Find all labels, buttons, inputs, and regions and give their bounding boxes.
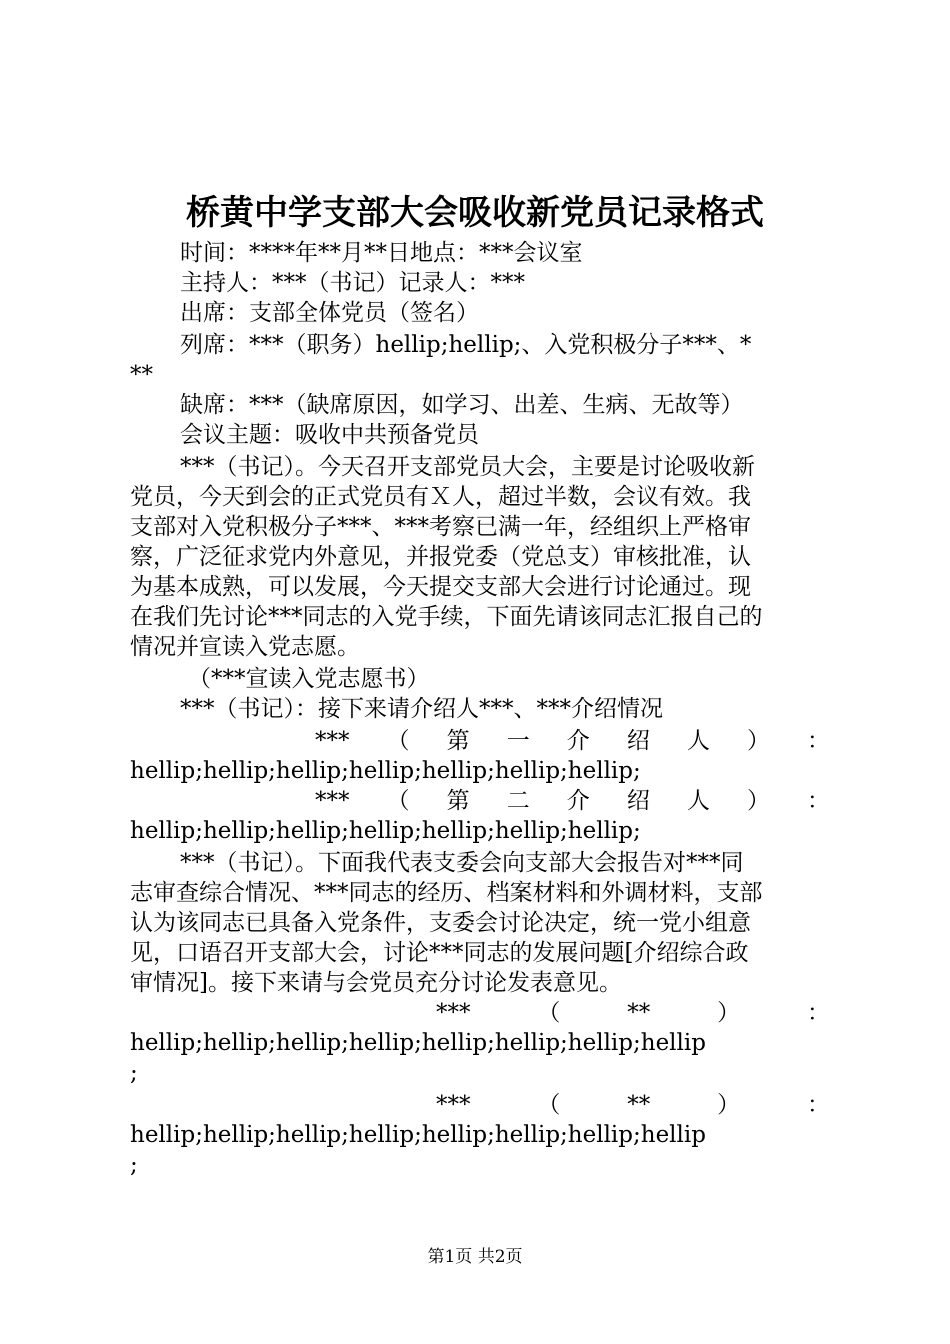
attendance-line: 出席：支部全体党员（签名） — [180, 300, 479, 326]
ellipsis-line-end: ; — [130, 1060, 138, 1086]
ellipsis-line: hellip;hellip;hellip;hellip;hellip;hellip;hellip;hellip — [130, 1030, 706, 1056]
paragraph-line: 支部对入党积极分子***、***考察已满一年，经组织上严格审 — [130, 514, 751, 540]
paragraph-line: 志审查综合情况、***同志的经历、档案材料和外调材料，支部 — [130, 880, 763, 906]
paragraph-line: 为基本成熟，可以发展，今天提交支部大会进行讨论通过。现 — [130, 574, 751, 600]
ellipsis-line: hellip;hellip;hellip;hellip;hellip;hellip;hellip;hellip — [130, 1122, 706, 1148]
intro-token: ） — [746, 728, 770, 754]
intro-token: ： — [807, 728, 830, 754]
intro-token: 人 — [686, 728, 710, 754]
first-introducer-line — [315, 726, 830, 756]
paragraph-line: 认为该同志已具备入党条件，支委会讨论决定，统一党小组意 — [130, 910, 751, 936]
speaker-token: ： — [807, 1000, 830, 1026]
paragraph-line: 情况并宣读入党志愿。 — [130, 634, 360, 660]
speaker-line — [436, 1090, 830, 1120]
speaker-token: ： — [807, 1092, 830, 1118]
paragraph-line: 审情况]。接下来请与会党员充分讨论发表意见。 — [130, 970, 622, 996]
intro-token: *** — [315, 728, 350, 754]
intro-token: 第 — [446, 728, 470, 754]
paragraph-line: 在我们先讨论***同志的入党手续，下面先请该同志汇报自己的 — [130, 604, 763, 630]
topic-line: 会议主题：吸收中共预备党员 — [180, 422, 479, 448]
ellipsis-line: hellip;hellip;hellip;hellip;hellip;hellip;hellip; — [130, 818, 641, 844]
speaker-token: *** — [436, 1000, 471, 1026]
intro-token: （ — [386, 728, 410, 754]
intro-token: 绍 — [626, 728, 650, 754]
intro-token: 绍 — [626, 788, 650, 814]
paragraph-line: ***（书记）。今天召开支部党员大会，主要是讨论吸收新 — [180, 454, 755, 480]
paragraph-line: 察，广泛征求党内外意见，并报党委（党总支）审核批准，认 — [130, 544, 751, 570]
ellipsis-line: hellip;hellip;hellip;hellip;hellip;hellip;hellip; — [130, 758, 641, 784]
speaker-token: ） — [717, 1000, 741, 1026]
speaker-token: ） — [717, 1092, 741, 1118]
intro-token: ： — [807, 788, 830, 814]
secretary-line: ***（书记）：接下来请介绍人***、***介绍情况 — [180, 696, 663, 722]
speaker-token: （ — [537, 1000, 561, 1026]
page-footer: 第1页 共2页 — [427, 1247, 523, 1267]
host-line: 主持人：***（书记）记录人：*** — [180, 270, 525, 296]
intro-token: 第 — [446, 788, 470, 814]
intro-token: 介 — [566, 788, 590, 814]
observers-line: 列席：***（职务）hellip;hellip;、入党积极分子***、* — [180, 332, 752, 358]
reading-line: （***宣读入党志愿书） — [188, 666, 430, 692]
paragraph-line: ***（书记）。下面我代表支委会向支部大会报告对***同 — [180, 850, 744, 876]
speaker-token: *** — [436, 1092, 471, 1118]
speaker-token: ** — [627, 1092, 651, 1118]
speaker-token: ** — [627, 1000, 651, 1026]
speaker-line — [436, 998, 830, 1028]
intro-token: 介 — [566, 728, 590, 754]
intro-token: ） — [746, 788, 770, 814]
document-title: 桥黄中学支部大会吸收新党员记录格式 — [186, 193, 764, 233]
intro-token: 二 — [506, 788, 530, 814]
meeting-time-line: 时间：****年**月**日地点：***会议室 — [180, 240, 583, 266]
intro-token: *** — [315, 788, 350, 814]
observers-line-cont: ** — [130, 362, 153, 388]
second-introducer-line — [315, 786, 830, 816]
absent-line: 缺席：***（缺席原因，如学习、出差、生病、无故等） — [180, 392, 744, 418]
intro-token: （ — [386, 788, 410, 814]
ellipsis-line-end: ; — [130, 1152, 138, 1178]
intro-token: 人 — [686, 788, 710, 814]
intro-token: 一 — [506, 728, 530, 754]
paragraph-line: 见，口语召开支部大会，讨论***同志的发展问题[介绍综合政 — [130, 940, 749, 966]
paragraph-line: 党员，今天到会的正式党员有Ｘ人，超过半数，会议有效。我 — [130, 484, 751, 510]
speaker-token: （ — [537, 1092, 561, 1118]
